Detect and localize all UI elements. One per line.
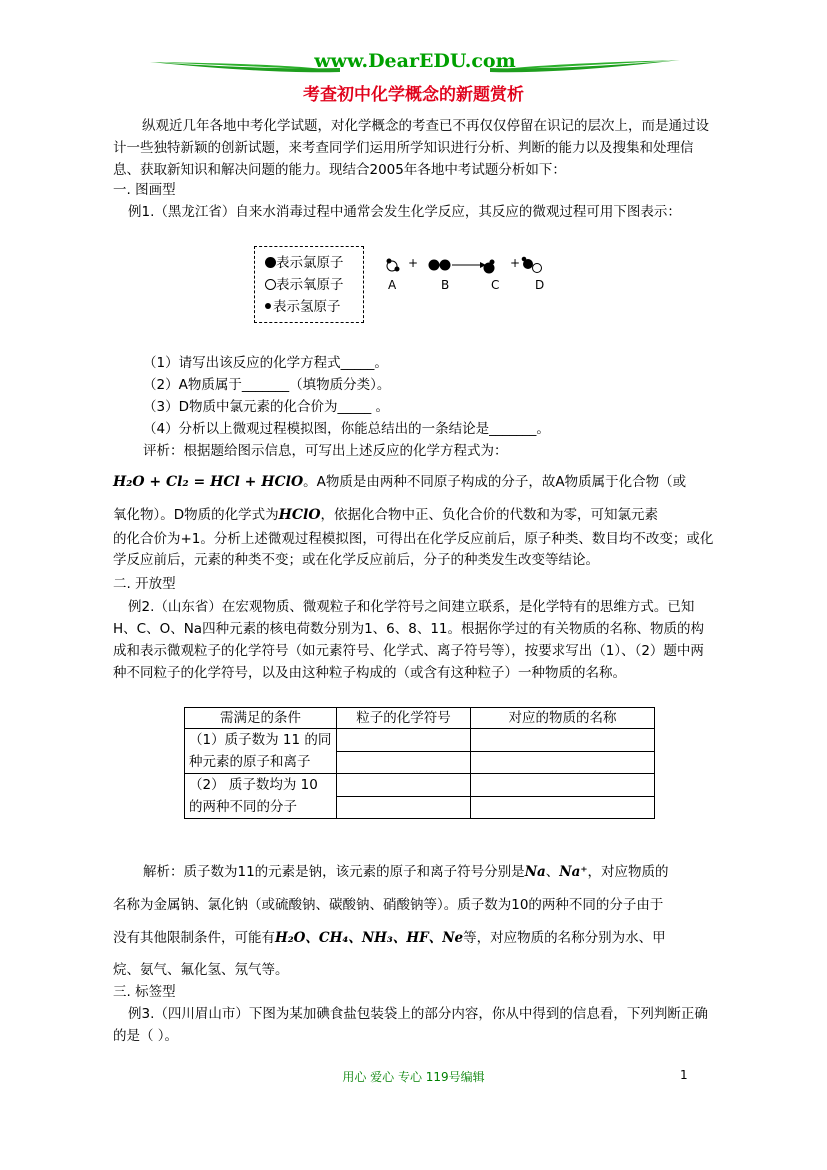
- analysis-line-3: 没有其他限制条件，可能有H₂O、CH₄、NH₃、HF、Ne等，对应物质的名称分别为水、甲: [113, 930, 666, 946]
- condition-cell: （2） 质子数均为 10 的两种不同的分子: [185, 774, 337, 819]
- answer-cell[interactable]: [337, 729, 471, 752]
- table-header-row: [185, 708, 655, 729]
- example-2: 例2.（山东省）在宏观物质、微观粒子和化学符号之间建立联系，是化学特有的思维方式。已知H、C、O、Na四种元素的核电荷数分别为1、6、8、11。根据你学过的有关物质的名称、物质的构成和表示微观粒子的化学符号（如元素符号、化学式、离子符号等），按要求写出（1）、（2）题中两种不同粒子的化学符号，以及由这种粒子构成的（或含有这种粒子）一种物质的名称。: [113, 599, 705, 681]
- question-4: （4）分析以上微观过程模拟图，你能总结出的一条结论是_______。: [143, 421, 550, 437]
- answer-cell[interactable]: [337, 796, 471, 819]
- question-1: （1）请写出该反应的化学方程式_____。: [143, 355, 388, 371]
- legend-chlorine: 表示氯原子: [265, 253, 344, 273]
- hclo-formula: HClO: [278, 507, 321, 523]
- legend-box: [254, 246, 364, 323]
- intro-paragraph: 纵观近几年各地中考化学试题，对化学概念的考查已不再仅仅停留在识记的层次上，而是通过设计一些独特新颖的创新试题，来考查同学们运用所学知识进行分析、判断的能力以及搜集和处理信息、获取新知识和解决问题的能力。现结合2005年各地中考试题分析如下：: [113, 118, 709, 178]
- table-row: [185, 729, 655, 752]
- table-row: [185, 774, 655, 797]
- answer-cell[interactable]: [471, 751, 655, 774]
- section-2-heading: 二. 开放型: [113, 576, 176, 592]
- section-1-heading: 一. 图画型: [113, 182, 176, 198]
- comment-line-2: 氧化物）。D物质的化学式为HClO，依据化合物中正、负化合价的代数和为零，可知氯元素: [113, 507, 659, 523]
- table-header: 需满足的条件: [185, 708, 337, 729]
- reaction-arrow-icon: [452, 262, 486, 268]
- chemical-equation: H₂O + Cl₂ = HCl + HClO: [113, 474, 304, 490]
- legend-oxygen: 表示氧原子: [265, 275, 344, 295]
- molecule-a: [387, 259, 400, 272]
- small-dot-icon: [265, 303, 271, 309]
- question-2: （2）A物质属于_______（填物质分类）。: [143, 377, 391, 393]
- molecule-c: [484, 260, 495, 274]
- footer-text: 用心 爱心 专心 119号编辑: [342, 1070, 485, 1084]
- page-title: 考查初中化学概念的新题赏析: [303, 85, 524, 105]
- page-number: 1: [680, 1068, 688, 1082]
- example-3: 例3.（四川眉山市）下图为某加碘食盐包装袋上的部分内容，你从中得到的信息看，下列判断正确的是（ ）。: [113, 1006, 708, 1044]
- site-name: www.DearEDU.com: [314, 50, 516, 72]
- comment-1: 评析：根据题给图示信息，可写出上述反应的化学方程式为：: [143, 443, 508, 459]
- label-d: D: [535, 278, 545, 292]
- answer-cell[interactable]: [337, 751, 471, 774]
- equation-line: H₂O + Cl₂ = HCl + HClO。A物质是由两种不同原子构成的分子，故A物质属于化合物（或: [113, 474, 687, 490]
- question-3: （3）D物质中氯元素的化合价为_____ 。: [143, 399, 390, 415]
- filled-circle-icon: [265, 257, 276, 268]
- legend-hydrogen: 表示氢原子: [265, 297, 341, 317]
- table-header: 粒子的化学符号: [337, 708, 471, 729]
- answer-cell[interactable]: [471, 796, 655, 819]
- analysis-line-4: 烷、氨气、氟化氢、氖气等。: [113, 962, 289, 978]
- analysis-line-1: 解析：质子数为11的元素是钠，该元素的原子和离子符号分别是Na、Na⁺，对应物质的: [143, 864, 669, 880]
- requirements-table: [184, 707, 655, 819]
- answer-cell[interactable]: [337, 774, 471, 797]
- condition-cell: （1）质子数为 11 的同 种元素的原子和离子: [185, 729, 337, 774]
- reaction-diagram: [382, 252, 552, 278]
- molecule-b: [429, 260, 451, 271]
- header-banner: [150, 48, 680, 80]
- example-1: 例1.（黑龙江省）自来水消毒过程中通常会发生化学反应，其反应的微观过程可用下图表示：: [128, 204, 681, 220]
- analysis-line-2: 名称为金属钠、氯化钠（或硫酸钠、碳酸钠、硝酸钠等）。质子数为10的两种不同的分子由于: [113, 897, 664, 913]
- svg-text:+: +: [408, 256, 419, 270]
- section-3-heading: 三. 标签型: [113, 984, 176, 1000]
- answer-cell[interactable]: [471, 774, 655, 797]
- answer-cell[interactable]: [471, 729, 655, 752]
- svg-text:+: +: [510, 256, 521, 270]
- open-circle-icon: [265, 279, 276, 290]
- label-c: C: [491, 278, 500, 292]
- label-b: B: [441, 278, 450, 292]
- comment-line-3: 的化合价为+1。分析上述微观过程模拟图，可得出在化学反应前后，原子种类、数目均不改变；或化学反应前后，元素的种类不变；或在化学反应前后，分子的种类发生改变等结论。: [113, 531, 714, 568]
- label-a: A: [388, 278, 397, 292]
- table-header: 对应的物质的名称: [471, 708, 655, 729]
- molecule-d: [522, 257, 542, 273]
